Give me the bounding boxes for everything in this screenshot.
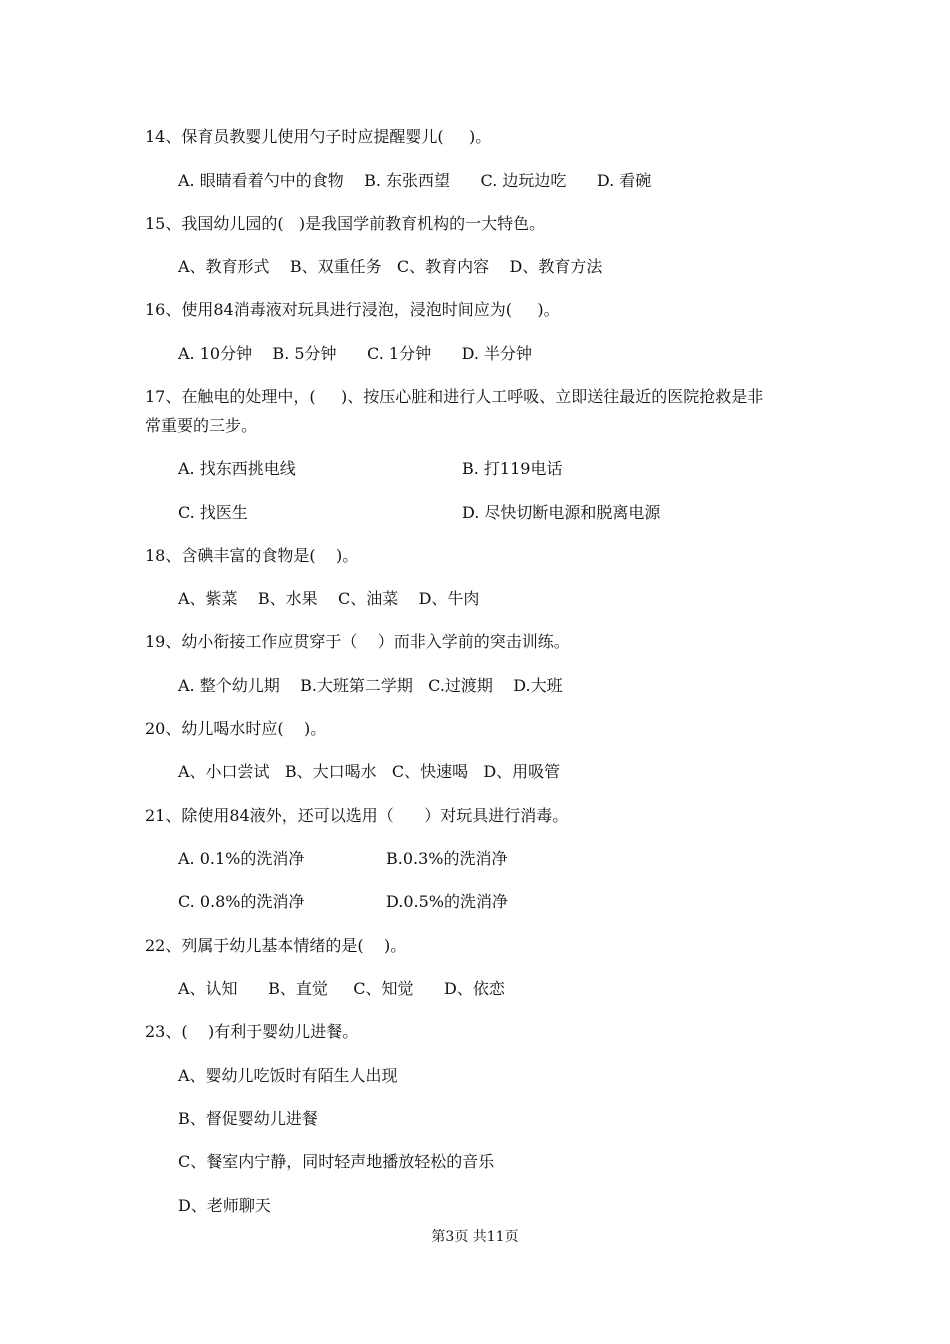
question-stem-continued: 常重要的三步。 — [145, 416, 258, 435]
question-options: A、认知 B、直觉 C、知觉 D、依恋 — [178, 979, 505, 998]
question-stem: 22、列属于幼儿基本情绪的是( )。 — [145, 936, 407, 955]
option-a: A. 找东西挑电线 — [178, 459, 296, 478]
option-d: D、老师聊天 — [178, 1196, 271, 1215]
option-c: C. 0.8%的洗消净 — [178, 892, 305, 911]
option-b: B.0.3%的洗消净 — [386, 849, 508, 868]
question-options: A. 整个幼儿期 B.大班第二学期 C.过渡期 D.大班 — [178, 676, 563, 695]
question-options: A、教育形式 B、双重任务 C、教育内容 D、教育方法 — [178, 257, 603, 276]
question-stem: 20、幼儿喝水时应( )。 — [145, 719, 327, 738]
question-stem: 18、含碘丰富的食物是( )。 — [145, 546, 359, 565]
question-options: A、紫菜 B、水果 C、油菜 D、牛肉 — [178, 589, 480, 608]
option-d: D.0.5%的洗消净 — [386, 892, 508, 911]
question-stem: 14、保育员教婴儿使用勺子时应提醒婴儿( )。 — [145, 127, 492, 146]
question-stem: 19、幼小衔接工作应贯穿于（ ）而非入学前的突击训练。 — [145, 632, 570, 651]
option-d: D. 尽快切断电源和脱离电源 — [462, 503, 661, 522]
question-options: A. 眼睛看着勺中的食物 B. 东张西望 C. 边玩边吃 D. 看碗 — [178, 171, 652, 190]
option-a: A、婴幼儿吃饭时有陌生人出现 — [178, 1066, 398, 1085]
question-stem: 21、除使用84液外，还可以选用（ ）对玩具进行消毒。 — [145, 806, 569, 825]
question-stem: 16、使用84消毒液对玩具进行浸泡，浸泡时间应为( )。 — [145, 300, 560, 319]
option-a: A. 0.1%的洗消净 — [178, 849, 305, 868]
question-stem: 23、( )有利于婴幼儿进餐。 — [145, 1022, 359, 1041]
option-b: B. 打119电话 — [462, 459, 563, 478]
page-number-footer: 第3页 共11页 — [431, 1229, 519, 1245]
option-c: C. 找医生 — [178, 503, 248, 522]
question-stem: 17、在触电的处理中，( )、按压心脏和进行人工呼吸、立即送往最近的医院抢救是非 — [145, 387, 764, 406]
question-stem: 15、我国幼儿园的( )是我国学前教育机构的一大特色。 — [145, 214, 546, 233]
option-c: C、餐室内宁静，同时轻声地播放轻松的音乐 — [178, 1152, 495, 1171]
question-options: A、小口尝试 B、大口喝水 C、快速喝 D、用吸管 — [178, 762, 561, 781]
question-options: A. 10分钟 B. 5分钟 C. 1分钟 D. 半分钟 — [178, 344, 533, 363]
option-b: B、督促婴幼儿进餐 — [178, 1109, 318, 1128]
